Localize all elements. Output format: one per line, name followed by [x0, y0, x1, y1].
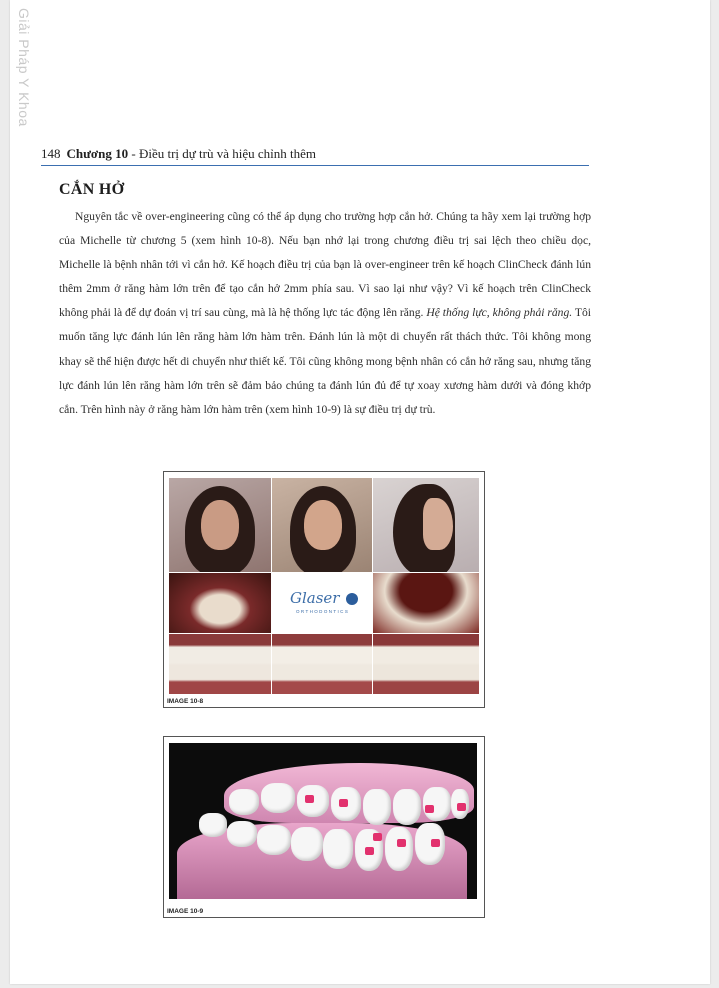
photo-grid — [169, 478, 479, 694]
right-buccal-photo — [169, 634, 271, 694]
body-paragraph — [59, 205, 591, 422]
logo-wordmark: Glaser — [290, 589, 340, 607]
frontal-face-photo — [169, 478, 271, 572]
watermark: Giải Pháp Y Khoa — [16, 8, 32, 127]
frontal-teeth-photo — [272, 634, 372, 694]
lower-arch-photo — [373, 573, 479, 633]
chapter-title: - Điều trị dự trù và hiệu chỉnh thêm — [128, 146, 317, 161]
left-buccal-photo — [373, 634, 479, 694]
paragraph-text-1: Nguyên tắc về over-engineering cũng có thể áp dụng cho trường hợp cắn hở. Chúng ta hãy xem lại trường hợp của Michelle từ chương 5 (xem hình 10-8). Nếu bạn nhớ lại trong chương điều trị sai lệch theo chiều dọc, Michelle là bệnh nhân tới vì cắn hở. Kế hoạch điều trị của bạn là over-engineer trên kế hoạch ClinCheck đánh lún thêm 2mm ở răng hàm lớn trên để tạo cắn hở 2mm phía sau. Vì sao lại như vậy? Vì kế hoạch trên ClinCheck không phải là để dự đoán vị trí sau cùng, mà là hệ thống lực tác động lên răng. — [59, 210, 591, 320]
chapter-label: Chương 10 — [66, 146, 129, 161]
logo-subtext: ORTHODONTICS — [296, 609, 350, 614]
profile-face-photo — [373, 478, 479, 572]
logo-emblem-icon — [346, 593, 358, 605]
figure-caption: IMAGE 10-9 — [167, 908, 204, 915]
book-page — [10, 0, 710, 984]
figure-image-10-9 — [163, 736, 485, 918]
paragraph-emphasis: Hệ thống lực, không phải răng. — [426, 306, 573, 320]
running-header — [41, 146, 589, 166]
upper-arch-photo — [169, 573, 271, 633]
smiling-face-photo — [272, 478, 372, 572]
figure-image-10-8 — [163, 471, 485, 708]
paragraph-text-2: Tôi muốn tăng lực đánh lún lên răng hàm lớn hàm trên. Đánh lún là một di chuyển rất thách thức. Tôi không mong khay sẽ thể hiện được hết di chuyển như thiết kế. Tôi cũng không mong bệnh nhân có cắn hở răng sau, nhưng tăng lực đánh lún lên răng hàm lớn trên sẽ đảm bảo chúng ta đánh lún đủ để tự xoay xương hàm dưới và đóng khớp cắn. Trên hình này ở răng hàm lớn hàm trên (xem hình 10-9) là sự điều trị dự trù. — [59, 306, 591, 416]
clincheck-3d-model — [169, 743, 477, 899]
figure-caption: IMAGE 10-8 — [167, 698, 204, 705]
page-number: 148 — [41, 146, 61, 161]
clinic-logo — [272, 573, 372, 633]
section-title: CẮN HỞ — [59, 181, 125, 198]
